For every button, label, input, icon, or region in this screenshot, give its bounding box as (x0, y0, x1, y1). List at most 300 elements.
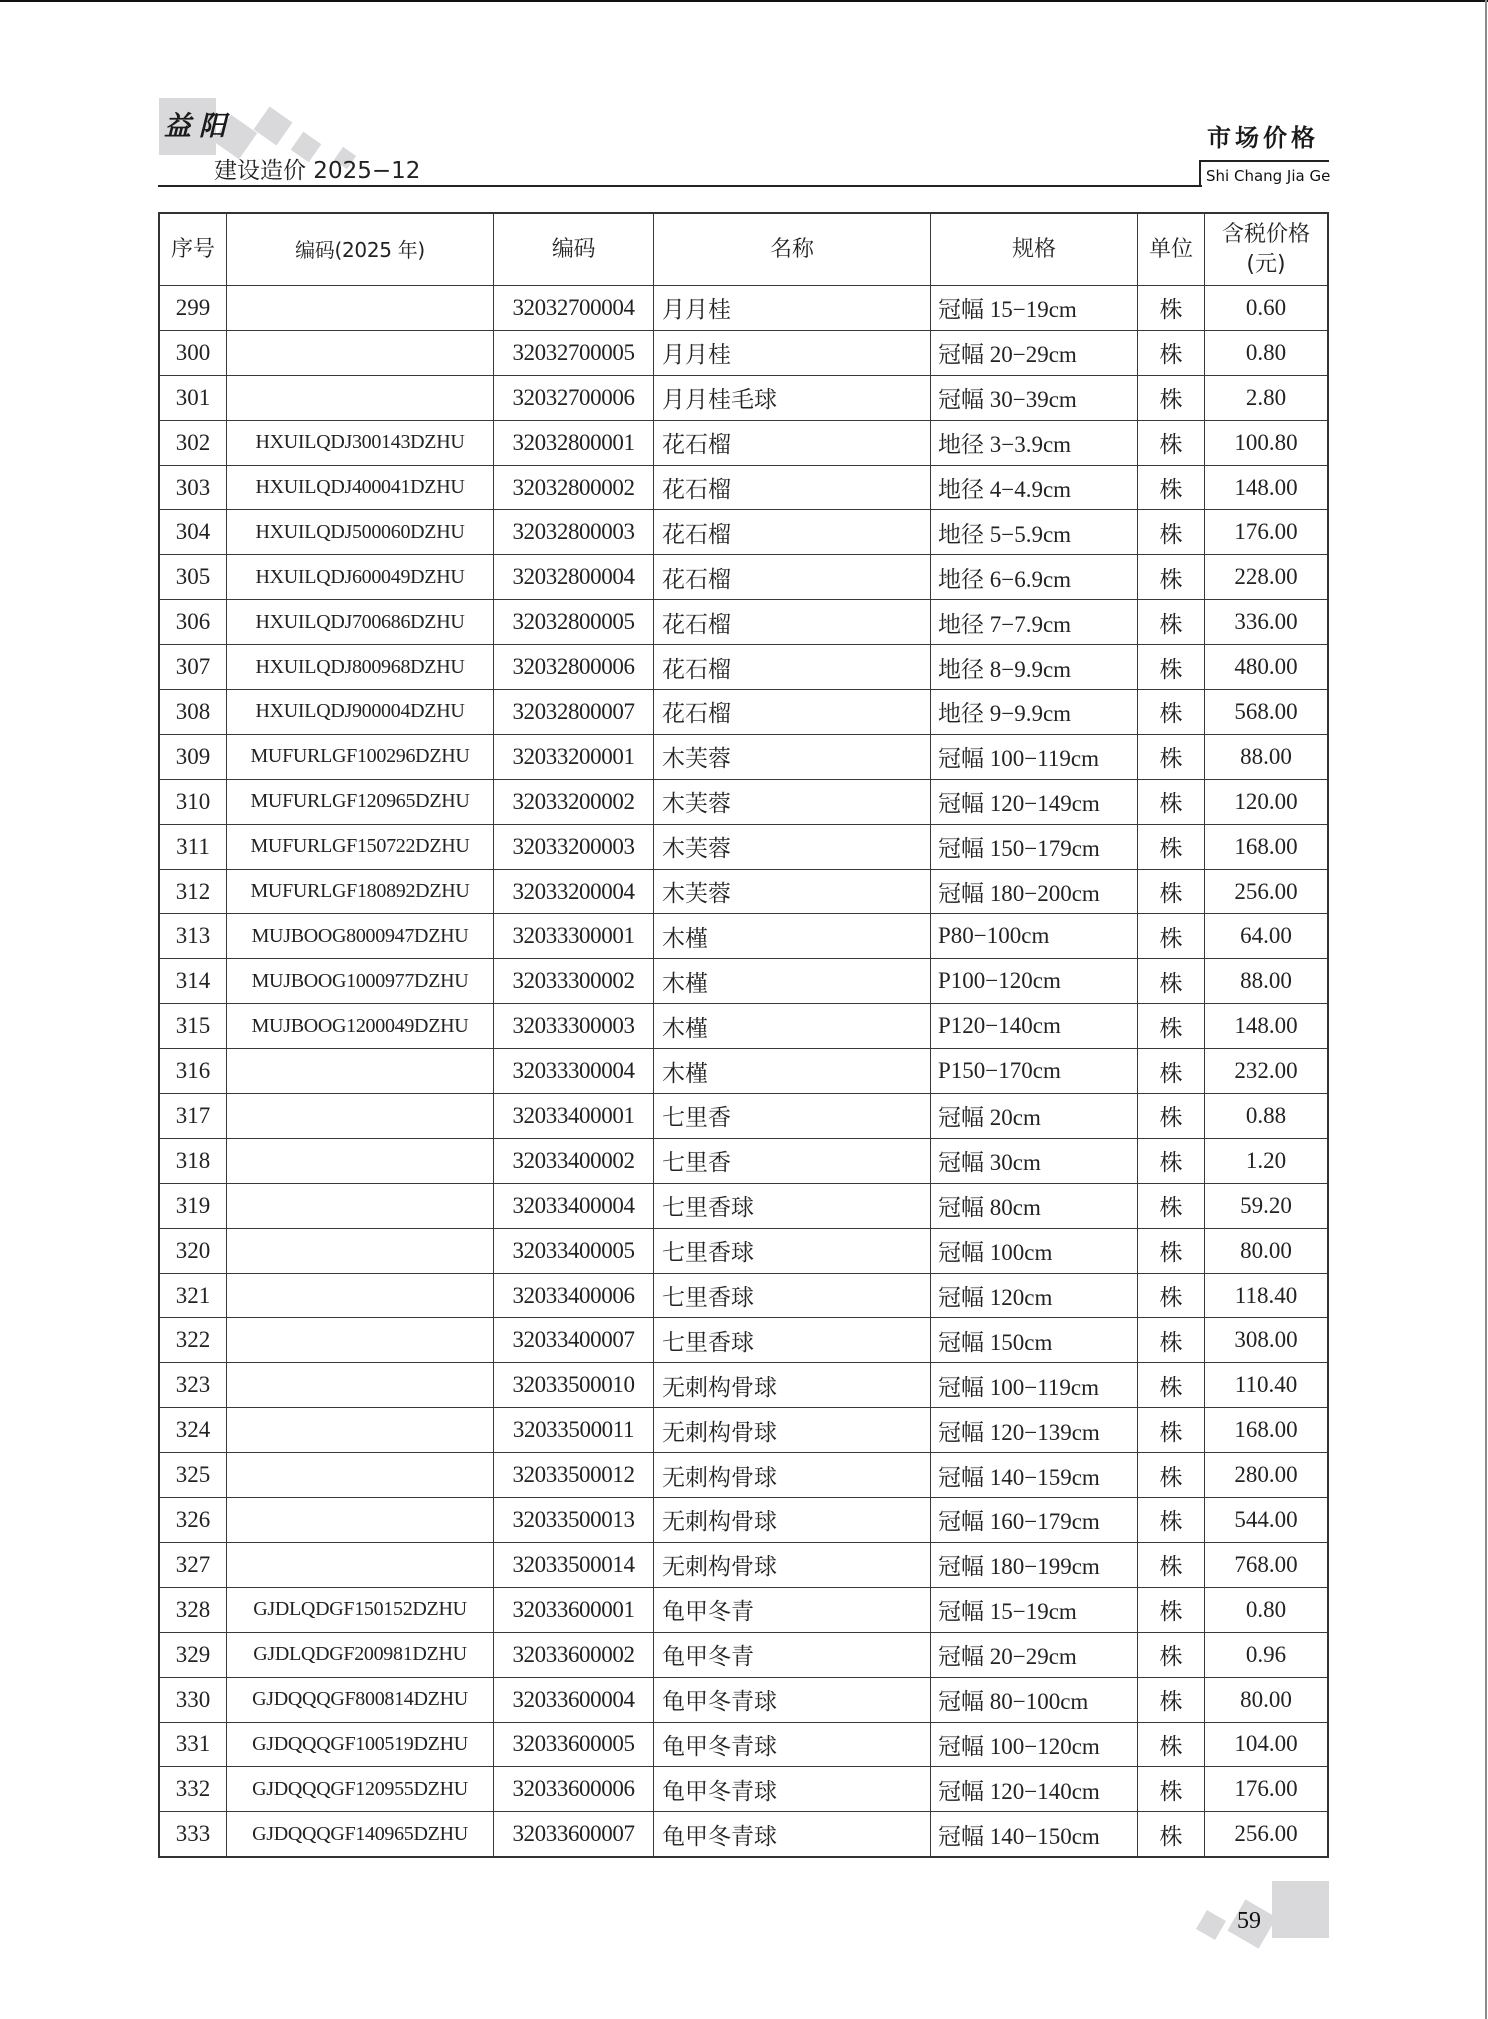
cell-name: 龟甲冬青 (654, 1587, 931, 1632)
cell-code: 32033600004 (494, 1677, 654, 1722)
cell-name: 月月桂 (654, 286, 931, 331)
cell-unit: 株 (1138, 1498, 1205, 1543)
cell-code-2025: GJDQQQGF120955DZHU (227, 1767, 494, 1812)
table-row (159, 1408, 1328, 1453)
cell-name: 花石榴 (654, 690, 931, 735)
cell-price: 256.00 (1205, 1812, 1329, 1857)
cell-name: 花石榴 (654, 420, 931, 465)
section-divider (1199, 160, 1329, 162)
cell-code: 32033500011 (494, 1408, 654, 1453)
cell-code: 32033600001 (494, 1587, 654, 1632)
cell-price: 0.80 (1205, 1587, 1329, 1632)
cell-spec: 冠幅 30−39cm (931, 375, 1138, 420)
cell-code: 32032800007 (494, 690, 654, 735)
cell-spec: 冠幅 180−200cm (931, 869, 1138, 914)
cell-name: 无刺构骨球 (654, 1453, 931, 1498)
cell-code-2025: MUJBOOG1200049DZHU (227, 1004, 494, 1049)
table-row (159, 1677, 1328, 1722)
cell-unit: 株 (1138, 1542, 1205, 1587)
cell-spec: 冠幅 30cm (931, 1138, 1138, 1183)
cell-no: 308 (159, 690, 227, 735)
cell-unit: 株 (1138, 1228, 1205, 1273)
cell-unit: 株 (1138, 1812, 1205, 1857)
cell-code-2025: HXUILQDJ400041DZHU (227, 465, 494, 510)
cell-name: 花石榴 (654, 600, 931, 645)
cell-code: 32033200004 (494, 869, 654, 914)
cell-spec: 地径 7−7.9cm (931, 600, 1138, 645)
cell-spec: 冠幅 15−19cm (931, 1587, 1138, 1632)
cell-spec: P80−100cm (931, 914, 1138, 959)
cell-unit: 株 (1138, 1004, 1205, 1049)
cell-spec: 冠幅 100−119cm (931, 1363, 1138, 1408)
table-body (159, 286, 1328, 1858)
cell-code: 32032800003 (494, 510, 654, 555)
cell-code: 32033200003 (494, 824, 654, 869)
cell-name: 木芙蓉 (654, 779, 931, 824)
cell-name: 七里香球 (654, 1228, 931, 1273)
cell-code: 32032700004 (494, 286, 654, 331)
table-row (159, 1722, 1328, 1767)
table-row (159, 1049, 1328, 1094)
cell-unit: 株 (1138, 465, 1205, 510)
table-row (159, 1094, 1328, 1139)
table-row (159, 914, 1328, 959)
cell-unit: 株 (1138, 1632, 1205, 1677)
table-row (159, 286, 1328, 331)
cell-no: 307 (159, 645, 227, 690)
page-number: 59 (1237, 1908, 1261, 1934)
cell-unit: 株 (1138, 959, 1205, 1004)
cell-unit: 株 (1138, 824, 1205, 869)
cell-spec: 冠幅 180−199cm (931, 1542, 1138, 1587)
table-row (159, 869, 1328, 914)
cell-unit: 株 (1138, 1183, 1205, 1228)
cell-code-2025 (227, 375, 494, 420)
section-title: 市场价格 (1207, 123, 1319, 152)
cell-price: 232.00 (1205, 1049, 1329, 1094)
cell-code-2025: GJDQQQGF800814DZHU (227, 1677, 494, 1722)
cell-spec: 地径 3−3.9cm (931, 420, 1138, 465)
column-header-spec: 规格 (931, 213, 1138, 286)
cell-no: 305 (159, 555, 227, 600)
cell-name: 龟甲冬青球 (654, 1677, 931, 1722)
cell-code-2025: MUFURLGF100296DZHU (227, 734, 494, 779)
cell-code: 32033400004 (494, 1183, 654, 1228)
cell-code-2025: MUFURLGF120965DZHU (227, 779, 494, 824)
cell-spec: 冠幅 100−120cm (931, 1722, 1138, 1767)
cell-spec: 冠幅 120−140cm (931, 1767, 1138, 1812)
cell-unit: 株 (1138, 1094, 1205, 1139)
cell-name: 月月桂 (654, 330, 931, 375)
column-header-price-line2: (元) (1246, 251, 1286, 277)
cell-price: 176.00 (1205, 510, 1329, 555)
cell-price: 64.00 (1205, 914, 1329, 959)
cell-price: 80.00 (1205, 1228, 1329, 1273)
cell-price: 0.88 (1205, 1094, 1329, 1139)
cell-code: 32033500013 (494, 1498, 654, 1543)
table-row (159, 375, 1328, 420)
cell-name: 木槿 (654, 914, 931, 959)
cell-price: 308.00 (1205, 1318, 1329, 1363)
cell-price: 0.60 (1205, 286, 1329, 331)
cell-no: 314 (159, 959, 227, 1004)
cell-code-2025: MUFURLGF180892DZHU (227, 869, 494, 914)
cell-unit: 株 (1138, 286, 1205, 331)
cell-unit: 株 (1138, 645, 1205, 690)
decorative-square (1196, 1910, 1226, 1940)
cell-unit: 株 (1138, 1453, 1205, 1498)
cell-price: 80.00 (1205, 1677, 1329, 1722)
cell-code-2025: GJDQQQGF140965DZHU (227, 1812, 494, 1857)
cell-code-2025: HXUILQDJ800968DZHU (227, 645, 494, 690)
cell-no: 306 (159, 600, 227, 645)
section-subtitle: Shi Chang Jia Ge (1206, 167, 1331, 185)
cell-name: 木芙蓉 (654, 824, 931, 869)
cell-no: 317 (159, 1094, 227, 1139)
cell-name: 无刺构骨球 (654, 1498, 931, 1543)
cell-no: 327 (159, 1542, 227, 1587)
cell-unit: 株 (1138, 1363, 1205, 1408)
cell-unit: 株 (1138, 1049, 1205, 1094)
cell-code: 32032700005 (494, 330, 654, 375)
column-header-name: 名称 (654, 213, 931, 286)
cell-spec: 地径 8−9.9cm (931, 645, 1138, 690)
cell-spec: 地径 4−4.9cm (931, 465, 1138, 510)
cell-no: 320 (159, 1228, 227, 1273)
cell-no: 329 (159, 1632, 227, 1677)
cell-code-2025 (227, 1094, 494, 1139)
cell-code-2025: HXUILQDJ500060DZHU (227, 510, 494, 555)
cell-name: 花石榴 (654, 555, 931, 600)
table-header-row (159, 213, 1328, 286)
cell-no: 301 (159, 375, 227, 420)
table-row (159, 779, 1328, 824)
cell-price: 88.00 (1205, 959, 1329, 1004)
cell-code: 32033500014 (494, 1542, 654, 1587)
cell-code-2025: MUFURLGF150722DZHU (227, 824, 494, 869)
cell-unit: 株 (1138, 330, 1205, 375)
cell-no: 303 (159, 465, 227, 510)
cell-no: 319 (159, 1183, 227, 1228)
cell-code: 32032800001 (494, 420, 654, 465)
cell-name: 无刺构骨球 (654, 1363, 931, 1408)
cell-code: 32032800002 (494, 465, 654, 510)
header-divider (158, 185, 1202, 187)
cell-code-2025 (227, 1183, 494, 1228)
table-row (159, 1138, 1328, 1183)
cell-no: 300 (159, 330, 227, 375)
cell-unit: 株 (1138, 1408, 1205, 1453)
column-header-no: 序号 (159, 213, 227, 286)
table-row (159, 510, 1328, 555)
cell-spec: P150−170cm (931, 1049, 1138, 1094)
cell-code: 32033300002 (494, 959, 654, 1004)
cell-spec: P100−120cm (931, 959, 1138, 1004)
cell-code: 32032800006 (494, 645, 654, 690)
table-row (159, 1228, 1328, 1273)
cell-price: 59.20 (1205, 1183, 1329, 1228)
cell-name: 无刺构骨球 (654, 1408, 931, 1453)
cell-no: 318 (159, 1138, 227, 1183)
publication-issue: 建设造价 2025−12 (214, 158, 421, 184)
cell-code: 32033300003 (494, 1004, 654, 1049)
cell-name: 七里香 (654, 1138, 931, 1183)
cell-unit: 株 (1138, 1273, 1205, 1318)
cell-no: 302 (159, 420, 227, 465)
table-row (159, 1587, 1328, 1632)
table-row (159, 645, 1328, 690)
cell-name: 木芙蓉 (654, 734, 931, 779)
cell-code-2025 (227, 1318, 494, 1363)
table-row (159, 1318, 1328, 1363)
decorative-square (254, 107, 293, 146)
cell-code-2025: GJDLQDGF200981DZHU (227, 1632, 494, 1677)
cell-code: 32033500010 (494, 1363, 654, 1408)
column-header-code: 编码 (494, 213, 654, 286)
cell-no: 330 (159, 1677, 227, 1722)
cell-code-2025: HXUILQDJ900004DZHU (227, 690, 494, 735)
cell-code-2025 (227, 1138, 494, 1183)
cell-price: 480.00 (1205, 645, 1329, 690)
cell-price: 168.00 (1205, 824, 1329, 869)
cell-name: 木槿 (654, 1004, 931, 1049)
cell-no: 309 (159, 734, 227, 779)
cell-price: 228.00 (1205, 555, 1329, 600)
cell-code: 32033400007 (494, 1318, 654, 1363)
cell-no: 299 (159, 286, 227, 331)
table-row (159, 1273, 1328, 1318)
table-row (159, 330, 1328, 375)
table-row (159, 1812, 1328, 1857)
table-row (159, 734, 1328, 779)
cell-no: 325 (159, 1453, 227, 1498)
cell-no: 311 (159, 824, 227, 869)
cell-name: 木芙蓉 (654, 869, 931, 914)
cell-price: 168.00 (1205, 1408, 1329, 1453)
cell-price: 0.96 (1205, 1632, 1329, 1677)
cell-name: 木槿 (654, 959, 931, 1004)
table-row (159, 690, 1328, 735)
cell-no: 331 (159, 1722, 227, 1767)
cell-code-2025 (227, 1363, 494, 1408)
table-row (159, 420, 1328, 465)
cell-code: 32033400005 (494, 1228, 654, 1273)
cell-price: 0.80 (1205, 330, 1329, 375)
cell-unit: 株 (1138, 779, 1205, 824)
cell-name: 花石榴 (654, 465, 931, 510)
cell-unit: 株 (1138, 600, 1205, 645)
cell-code: 32032800004 (494, 555, 654, 600)
cell-unit: 株 (1138, 734, 1205, 779)
cell-price: 256.00 (1205, 869, 1329, 914)
cell-code: 32033600005 (494, 1722, 654, 1767)
table-row (159, 1498, 1328, 1543)
column-header-price (1205, 213, 1329, 286)
table-row (159, 1453, 1328, 1498)
cell-code: 32032700006 (494, 375, 654, 420)
table-row (159, 959, 1328, 1004)
cell-name: 七里香球 (654, 1273, 931, 1318)
cell-unit: 株 (1138, 690, 1205, 735)
table-row (159, 555, 1328, 600)
table-row (159, 465, 1328, 510)
cell-spec: 冠幅 100cm (931, 1228, 1138, 1273)
cell-price: 120.00 (1205, 779, 1329, 824)
cell-spec: P120−140cm (931, 1004, 1138, 1049)
cell-price: 148.00 (1205, 1004, 1329, 1049)
cell-unit: 株 (1138, 1767, 1205, 1812)
cell-code: 32033200001 (494, 734, 654, 779)
cell-price: 88.00 (1205, 734, 1329, 779)
cell-code: 32033400001 (494, 1094, 654, 1139)
cell-spec: 地径 6−6.9cm (931, 555, 1138, 600)
cell-no: 322 (159, 1318, 227, 1363)
table-row (159, 824, 1328, 869)
cell-name: 龟甲冬青球 (654, 1722, 931, 1767)
publication-brand: 益阳 (164, 111, 234, 142)
cell-unit: 株 (1138, 420, 1205, 465)
cell-name: 月月桂毛球 (654, 375, 931, 420)
cell-price: 768.00 (1205, 1542, 1329, 1587)
table-row (159, 600, 1328, 645)
cell-code-2025: GJDLQDGF150152DZHU (227, 1587, 494, 1632)
cell-no: 312 (159, 869, 227, 914)
cell-name: 七里香球 (654, 1183, 931, 1228)
cell-name: 木槿 (654, 1049, 931, 1094)
cell-unit: 株 (1138, 1318, 1205, 1363)
cell-code: 32032800005 (494, 600, 654, 645)
column-header-price-line1: 含税价格 (1221, 221, 1310, 247)
cell-unit: 株 (1138, 869, 1205, 914)
cell-code-2025: HXUILQDJ700686DZHU (227, 600, 494, 645)
cell-price: 280.00 (1205, 1453, 1329, 1498)
table-row (159, 1363, 1328, 1408)
cell-code: 32033500012 (494, 1453, 654, 1498)
cell-unit: 株 (1138, 1722, 1205, 1767)
cell-code-2025 (227, 1498, 494, 1543)
cell-spec: 冠幅 150−179cm (931, 824, 1138, 869)
cell-code-2025: MUJBOOG8000947DZHU (227, 914, 494, 959)
cell-price: 110.40 (1205, 1363, 1329, 1408)
cell-unit: 株 (1138, 1138, 1205, 1183)
cell-spec: 冠幅 160−179cm (931, 1498, 1138, 1543)
cell-no: 328 (159, 1587, 227, 1632)
cell-spec: 冠幅 140−150cm (931, 1812, 1138, 1857)
cell-spec: 冠幅 120−139cm (931, 1408, 1138, 1453)
cell-no: 316 (159, 1049, 227, 1094)
cell-name: 无刺构骨球 (654, 1542, 931, 1587)
cell-spec: 冠幅 20−29cm (931, 330, 1138, 375)
cell-code-2025 (227, 1049, 494, 1094)
cell-price: 2.80 (1205, 375, 1329, 420)
column-header-unit: 单位 (1138, 213, 1205, 286)
cell-code: 32033300004 (494, 1049, 654, 1094)
cell-unit: 株 (1138, 1587, 1205, 1632)
cell-no: 310 (159, 779, 227, 824)
cell-name: 龟甲冬青球 (654, 1767, 931, 1812)
cell-price: 1.20 (1205, 1138, 1329, 1183)
cell-price: 118.40 (1205, 1273, 1329, 1318)
cell-price: 176.00 (1205, 1767, 1329, 1812)
cell-name: 七里香 (654, 1094, 931, 1139)
cell-spec: 地径 9−9.9cm (931, 690, 1138, 735)
cell-spec: 冠幅 15−19cm (931, 286, 1138, 331)
cell-code: 32033200002 (494, 779, 654, 824)
cell-spec: 冠幅 80cm (931, 1183, 1138, 1228)
section-divider (1199, 160, 1201, 187)
cell-no: 324 (159, 1408, 227, 1453)
cell-code-2025 (227, 1228, 494, 1273)
cell-unit: 株 (1138, 914, 1205, 959)
table-row (159, 1183, 1328, 1228)
cell-code: 32033600002 (494, 1632, 654, 1677)
cell-code-2025: HXUILQDJ300143DZHU (227, 420, 494, 465)
page-top-border (0, 0, 1488, 2)
cell-price: 336.00 (1205, 600, 1329, 645)
column-header-code-2025: 编码(2025 年) (227, 213, 494, 286)
cell-unit: 株 (1138, 1677, 1205, 1722)
cell-price: 148.00 (1205, 465, 1329, 510)
cell-no: 332 (159, 1767, 227, 1812)
cell-no: 304 (159, 510, 227, 555)
cell-spec: 冠幅 150cm (931, 1318, 1138, 1363)
cell-name: 七里香球 (654, 1318, 931, 1363)
page-right-border (1485, 0, 1487, 2019)
cell-code-2025 (227, 286, 494, 331)
cell-name: 花石榴 (654, 510, 931, 555)
price-table (158, 212, 1329, 1858)
table-row (159, 1632, 1328, 1677)
cell-name: 花石榴 (654, 645, 931, 690)
cell-name: 龟甲冬青 (654, 1632, 931, 1677)
cell-code: 32033400006 (494, 1273, 654, 1318)
cell-code: 32033400002 (494, 1138, 654, 1183)
cell-no: 313 (159, 914, 227, 959)
cell-no: 315 (159, 1004, 227, 1049)
table-row (159, 1767, 1328, 1812)
cell-spec: 冠幅 20−29cm (931, 1632, 1138, 1677)
cell-spec: 冠幅 20cm (931, 1094, 1138, 1139)
cell-spec: 冠幅 120−149cm (931, 779, 1138, 824)
cell-no: 321 (159, 1273, 227, 1318)
cell-code-2025 (227, 330, 494, 375)
cell-code-2025: GJDQQQGF100519DZHU (227, 1722, 494, 1767)
cell-unit: 株 (1138, 375, 1205, 420)
decorative-square (1272, 1881, 1329, 1938)
cell-unit: 株 (1138, 555, 1205, 600)
cell-price: 568.00 (1205, 690, 1329, 735)
cell-spec: 冠幅 120cm (931, 1273, 1138, 1318)
cell-no: 323 (159, 1363, 227, 1408)
cell-code-2025 (227, 1453, 494, 1498)
cell-code: 32033300001 (494, 914, 654, 959)
table-row (159, 1542, 1328, 1587)
cell-spec: 冠幅 100−119cm (931, 734, 1138, 779)
cell-code-2025 (227, 1273, 494, 1318)
cell-spec: 冠幅 80−100cm (931, 1677, 1138, 1722)
cell-code: 32033600006 (494, 1767, 654, 1812)
cell-code-2025 (227, 1542, 494, 1587)
cell-no: 333 (159, 1812, 227, 1857)
cell-code-2025: MUJBOOG1000977DZHU (227, 959, 494, 1004)
cell-no: 326 (159, 1498, 227, 1543)
cell-code-2025 (227, 1408, 494, 1453)
cell-code: 32033600007 (494, 1812, 654, 1857)
cell-spec: 冠幅 140−159cm (931, 1453, 1138, 1498)
cell-price: 544.00 (1205, 1498, 1329, 1543)
cell-price: 104.00 (1205, 1722, 1329, 1767)
cell-spec: 地径 5−5.9cm (931, 510, 1138, 555)
